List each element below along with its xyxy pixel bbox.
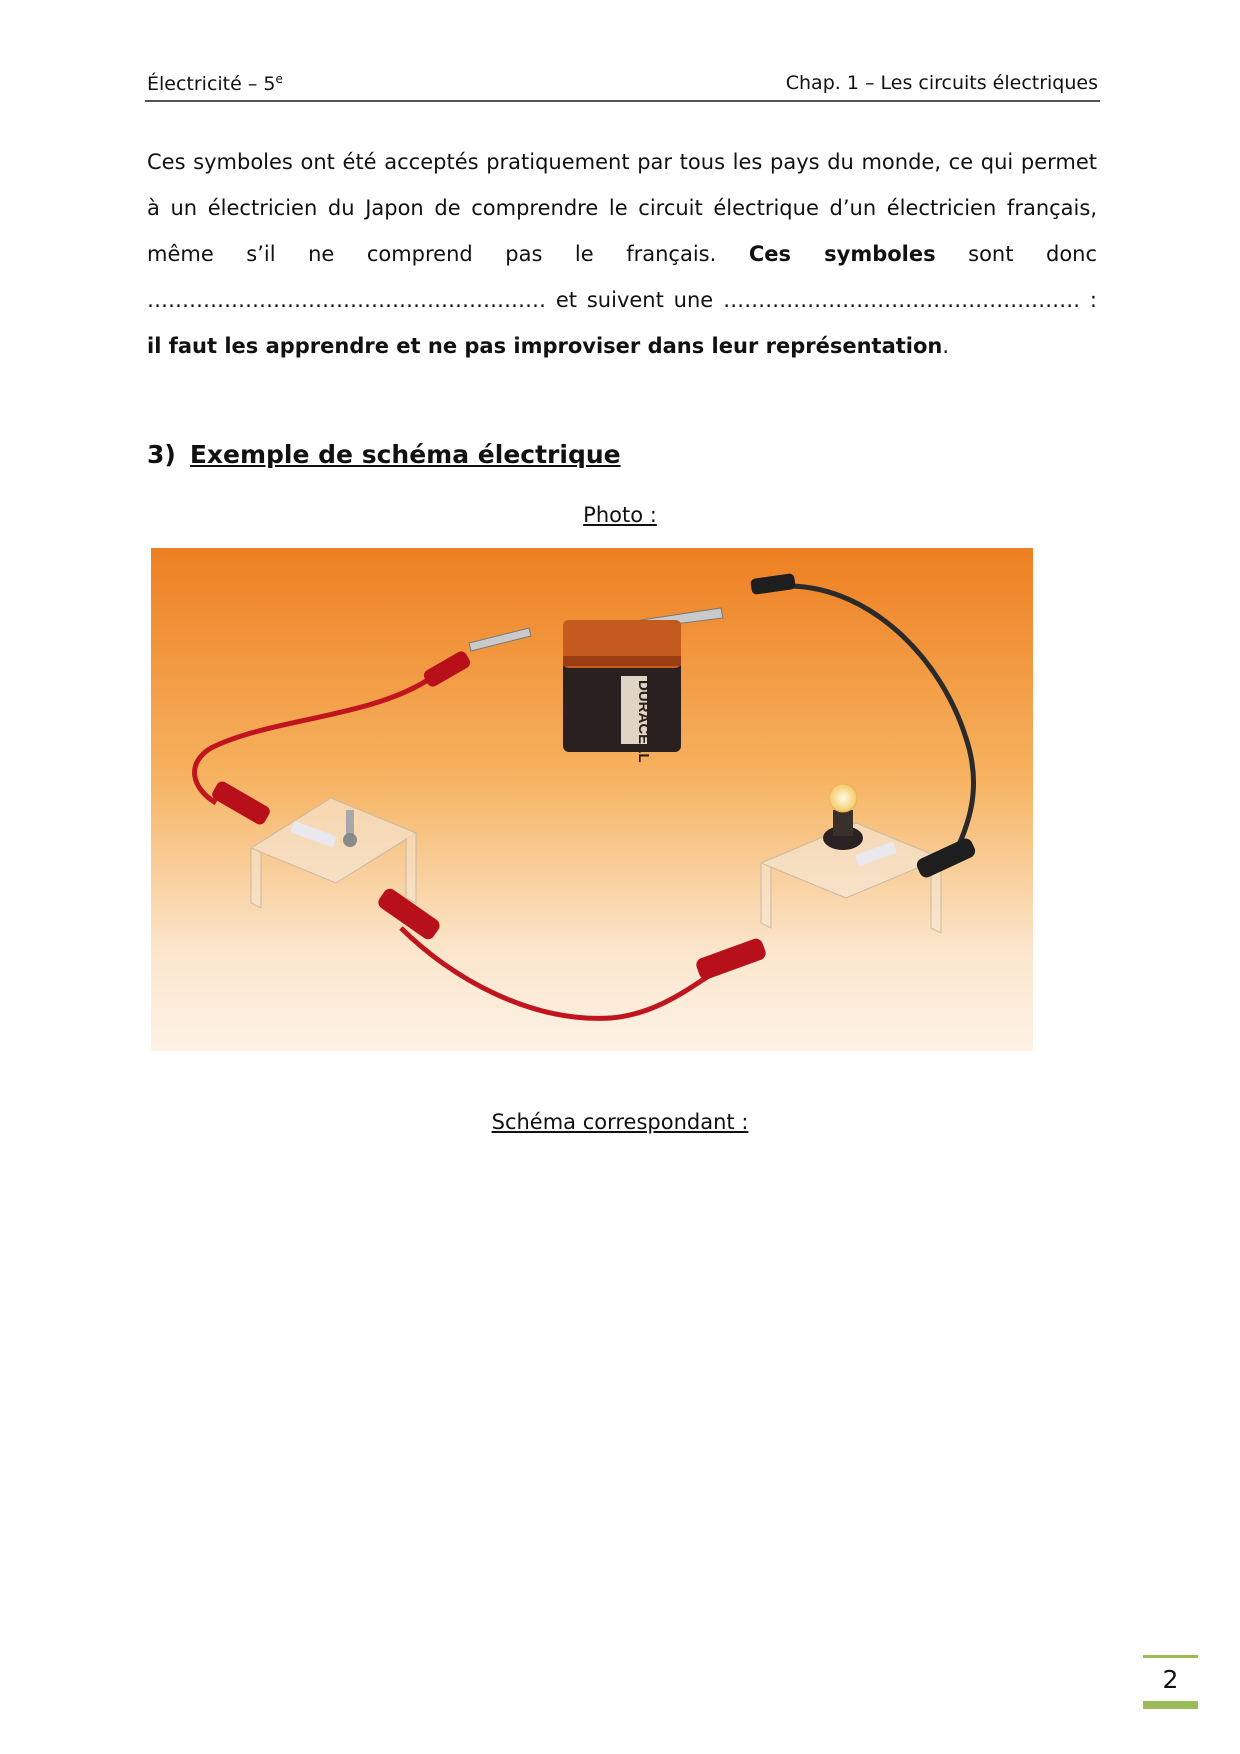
circuit-photo [151, 548, 1033, 1051]
page-number-box [1143, 1655, 1198, 1709]
section-heading [147, 440, 621, 469]
section-number: 3) [147, 440, 176, 469]
battery [563, 620, 681, 763]
page-number-bar-bottom [1143, 1701, 1198, 1709]
schema-label: Schéma correspondant : [491, 1110, 749, 1134]
body-paragraph: Ces symboles ont été acceptés pratiquement par tous les pays du monde, ce qui permet à un électricien du Japon de comprendre le circuit électrique d’un électricien français, même s’il ne comprend pas le français. Ces symboles sont donc ………………………………………………… et suivent une …………………………………………… : il faut les apprendre et ne pas improviser dans leur représentation. [147, 150, 1098, 358]
section-title: Exemple de schéma électrique [189, 440, 621, 469]
page-number: 2 [1162, 1665, 1179, 1694]
photo-label: Photo : [583, 503, 657, 527]
page-number-bar-top [1143, 1655, 1198, 1658]
header-subject: Électricité – 5e [147, 72, 283, 95]
header-chapter: Chap. 1 – Les circuits électriques [785, 72, 1098, 94]
battery-brand: DURACELL [635, 680, 652, 763]
page-header [145, 68, 1100, 102]
